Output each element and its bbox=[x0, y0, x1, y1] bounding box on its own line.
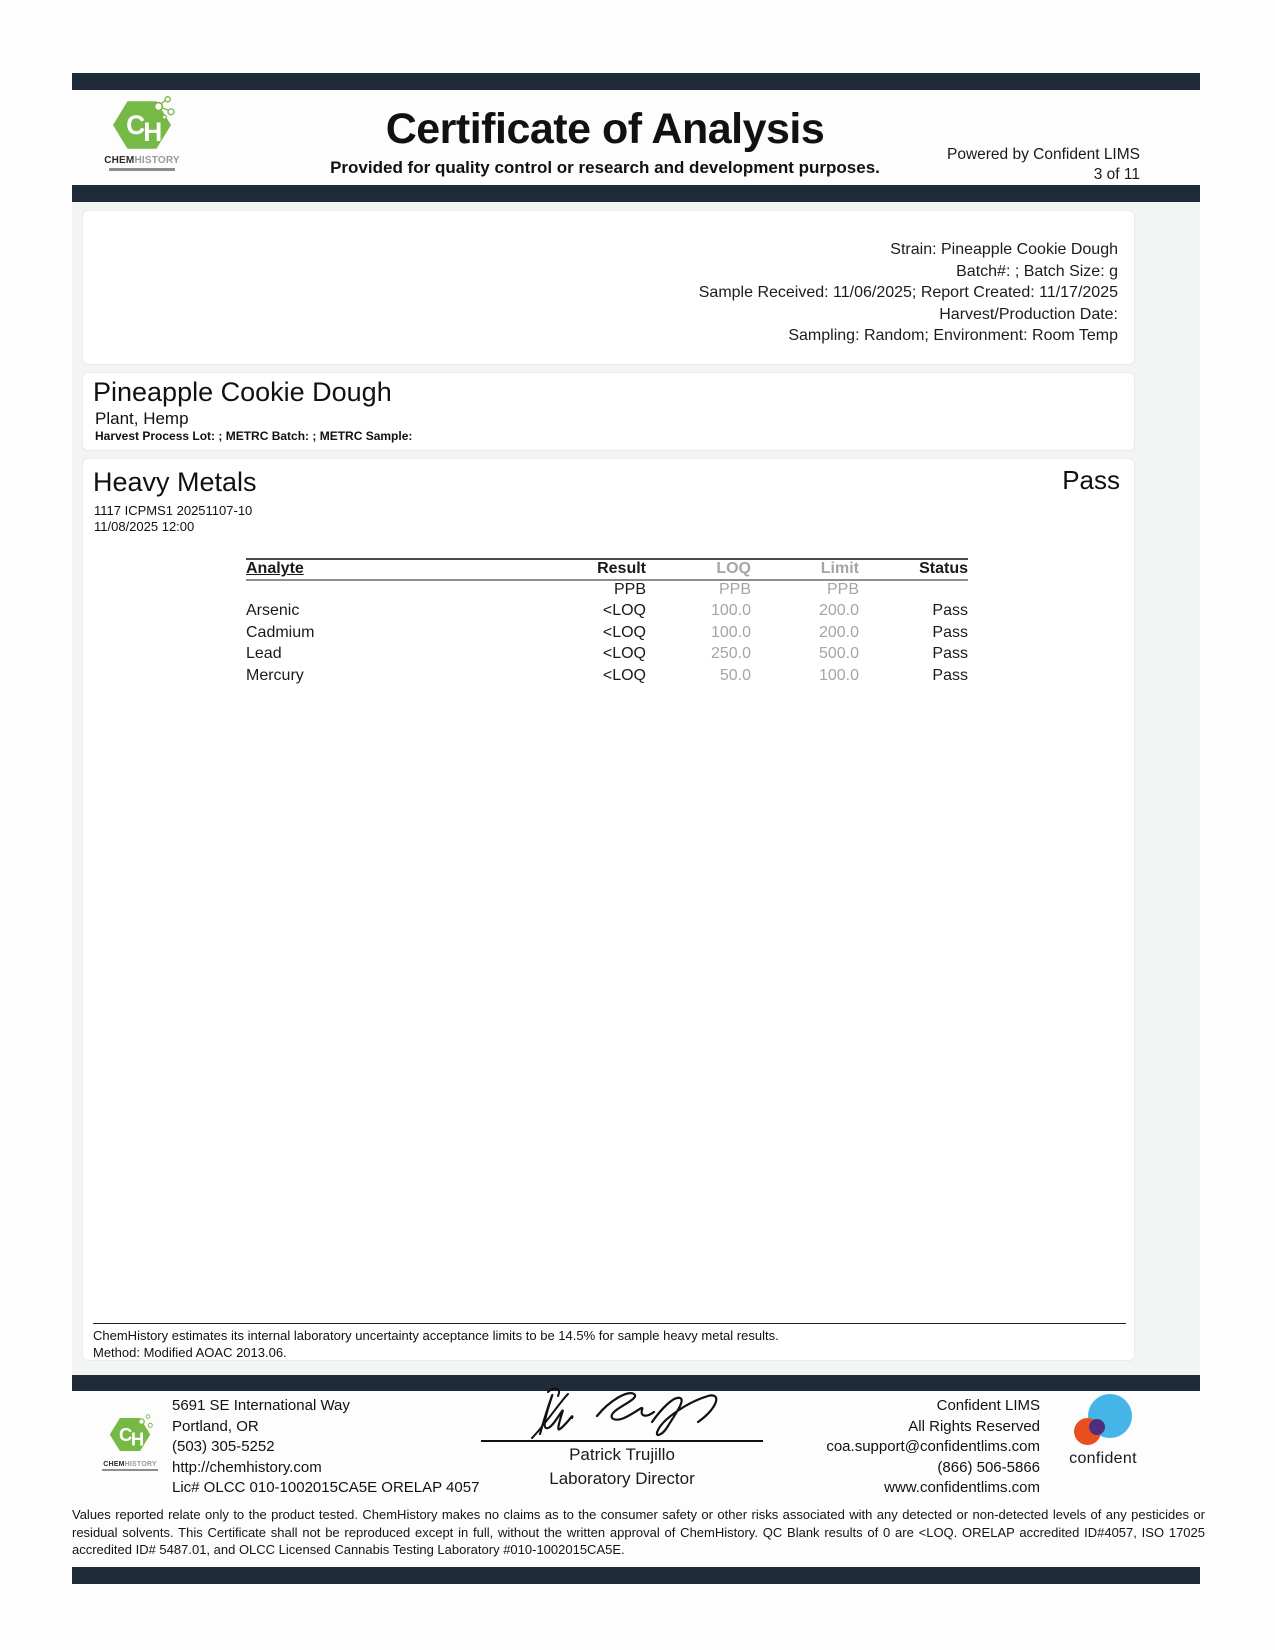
sample-info-card bbox=[82, 210, 1135, 365]
analyte-cell: Cadmium bbox=[246, 623, 315, 641]
table-row bbox=[246, 645, 968, 667]
col-status: Status bbox=[919, 560, 968, 577]
signature-image bbox=[481, 1382, 763, 1442]
lab-license: Lic# OLCC 010-1002015CA5E ORELAP 4057 bbox=[172, 1479, 480, 1496]
table-row bbox=[246, 602, 968, 624]
chemhistory-tagline-strip bbox=[109, 168, 175, 171]
status-cell: Pass bbox=[932, 645, 968, 662]
svg-text:C: C bbox=[118, 1423, 133, 1445]
limit-cell: 200.0 bbox=[818, 623, 859, 641]
header-divider-bar bbox=[72, 185, 1200, 202]
lims-name: Confident LIMS bbox=[936, 1397, 1040, 1414]
lims-website: www.confidentlims.com bbox=[884, 1479, 1040, 1496]
chemhistory-tagline-strip bbox=[102, 1469, 158, 1471]
signatory-title: Laboratory Director bbox=[549, 1469, 695, 1488]
svg-text:H: H bbox=[143, 116, 163, 147]
col-limit: Limit bbox=[820, 560, 859, 577]
analyte-cell: Lead bbox=[246, 645, 282, 662]
table-header-row bbox=[246, 558, 968, 581]
svg-text:H: H bbox=[130, 1428, 145, 1450]
analyte-cell: Mercury bbox=[246, 666, 304, 684]
table-row bbox=[246, 667, 968, 689]
status-cell: Pass bbox=[932, 623, 968, 641]
heavy-metals-card bbox=[82, 458, 1135, 1361]
received-created-line: Sample Received: 11/06/2025; Report Created: 11/17/2025 bbox=[698, 284, 1118, 301]
overall-status: Pass bbox=[1062, 465, 1120, 495]
powered-by-label: Powered by Confident LIMS bbox=[947, 146, 1140, 163]
uncertainty-footnote: ChemHistory estimates its internal laboratory uncertainty acceptance limits to be 14.5% for sample heavy metal results. bbox=[93, 1328, 779, 1343]
loq-cell: 100.0 bbox=[710, 623, 751, 641]
legal-disclaimer: Values reported relate only to the product tested. ChemHistory makes no claims as to the consumer safety or other risks associated with any detected or non-detected levels of any pesticides or residual solvents. This Certificate shall not be reproduced except in full, without the written approval of ChemHistory. QC Blank results of 0 are <LOQ. ORELAP accredited ID#4057, ISO 17025 accredited ID# 5487.01, and OLCC Licensed Cannabis Testing Laboratory #010-1002015CA5E. bbox=[72, 1507, 1205, 1557]
chemhistory-footer-logo bbox=[98, 1414, 162, 1471]
status-cell: Pass bbox=[932, 666, 968, 684]
svg-text:C: C bbox=[126, 110, 146, 141]
batch-line: Batch#: ; Batch Size: g bbox=[956, 262, 1118, 280]
result-cell: <LOQ bbox=[602, 602, 646, 619]
confident-overlap-icon bbox=[1089, 1419, 1105, 1435]
limit-cell: 200.0 bbox=[818, 602, 859, 619]
confident-lims-logo bbox=[1066, 1392, 1140, 1482]
harvest-date-line: Harvest/Production Date: bbox=[939, 305, 1118, 323]
result-cell: <LOQ bbox=[602, 666, 646, 684]
footnote-divider bbox=[93, 1323, 1126, 1324]
lab-website: http://chemhistory.com bbox=[172, 1458, 322, 1476]
loq-cell: 50.0 bbox=[719, 666, 751, 684]
product-type: Plant, Hemp bbox=[95, 409, 189, 428]
page-number: 3 of 11 bbox=[1093, 166, 1140, 183]
method-footnote: Method: Modified AOAC 2013.06. bbox=[93, 1345, 287, 1360]
result-cell: <LOQ bbox=[602, 623, 646, 641]
lims-phone: (866) 506-5866 bbox=[937, 1458, 1040, 1476]
top-divider-bar bbox=[72, 73, 1200, 90]
bottom-divider-bar bbox=[72, 1567, 1200, 1584]
confident-wordmark: confident bbox=[1069, 1450, 1137, 1467]
signature-block bbox=[481, 1382, 763, 1489]
units-result: PPB bbox=[613, 581, 646, 598]
col-loq: LOQ bbox=[716, 560, 751, 577]
section-title: Heavy Metals bbox=[93, 467, 257, 497]
table-row bbox=[246, 624, 968, 646]
lims-contact-block bbox=[740, 1396, 1040, 1499]
lims-email: coa.support@confidentlims.com bbox=[826, 1438, 1040, 1455]
lims-rights: All Rights Reserved bbox=[908, 1417, 1040, 1435]
page-subtitle: Provided for quality control or research and development purposes. bbox=[330, 158, 880, 177]
col-analyte: Analyte bbox=[246, 560, 304, 577]
units-limit: PPB bbox=[826, 581, 859, 598]
chemhistory-wordmark: CHEMHISTORY bbox=[104, 155, 180, 166]
lab-city: Portland, OR bbox=[172, 1417, 259, 1435]
strain-line: Strain: Pineapple Cookie Dough bbox=[890, 241, 1118, 258]
product-name: Pineapple Cookie Dough bbox=[93, 377, 392, 407]
col-result: Result bbox=[597, 560, 646, 577]
results-table bbox=[246, 558, 968, 688]
signatory-name: Patrick Trujillo bbox=[569, 1445, 675, 1464]
loq-cell: 100.0 bbox=[710, 602, 751, 619]
analysis-datetime: 11/08/2025 12:00 bbox=[94, 519, 195, 534]
product-card bbox=[82, 372, 1135, 451]
sampling-line: Sampling: Random; Environment: Room Temp bbox=[788, 327, 1118, 344]
signature-line bbox=[481, 1440, 763, 1442]
lab-phone: (503) 305-5252 bbox=[172, 1438, 275, 1455]
limit-cell: 500.0 bbox=[818, 645, 859, 662]
units-loq: PPB bbox=[718, 581, 751, 598]
loq-cell: 250.0 bbox=[710, 645, 751, 662]
metrc-line: Harvest Process Lot: ; METRC Batch: ; METRC Sample: bbox=[95, 429, 413, 443]
table-units-row bbox=[246, 581, 968, 602]
lab-street: 5691 SE International Way bbox=[172, 1397, 350, 1414]
analyte-cell: Arsenic bbox=[246, 602, 300, 619]
lab-address-block bbox=[172, 1396, 479, 1499]
chemhistory-hexagon-icon bbox=[107, 1423, 153, 1459]
result-cell: <LOQ bbox=[602, 645, 646, 662]
chemhistory-hexagon-icon bbox=[103, 96, 181, 154]
chemhistory-logo bbox=[103, 96, 181, 171]
instrument-id: 1117 ICPMS1 20251107-10 bbox=[94, 503, 253, 518]
page-title: Certificate of Analysis bbox=[385, 105, 825, 153]
limit-cell: 100.0 bbox=[818, 666, 859, 684]
chemhistory-wordmark: CHEMHISTORY bbox=[103, 1461, 157, 1468]
status-cell: Pass bbox=[932, 602, 968, 619]
